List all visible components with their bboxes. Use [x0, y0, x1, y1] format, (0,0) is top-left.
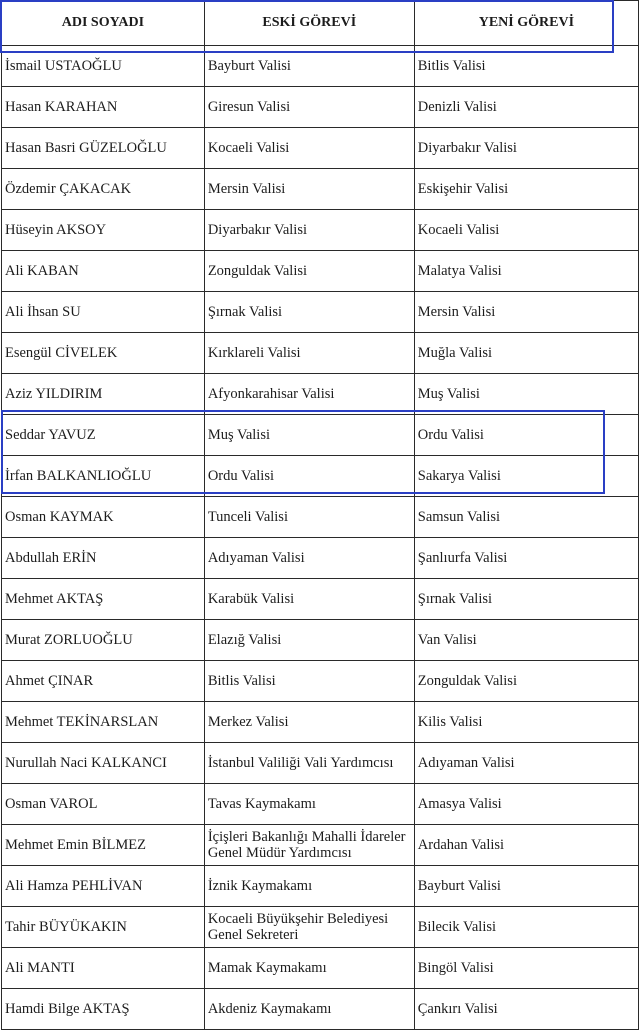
cell-name: Hasan Basri GÜZELOĞLU — [2, 128, 205, 169]
cell-new-position: Amasya Valisi — [414, 784, 638, 825]
cell-new-position: Eskişehir Valisi — [414, 169, 638, 210]
table-row — [2, 374, 639, 415]
cell-name: Ali İhsan SU — [2, 292, 205, 333]
table-row — [2, 128, 639, 169]
cell-name: Seddar YAVUZ — [2, 415, 205, 456]
cell-old-position: Kocaeli Büyükşehir Belediyesi Genel Sekreteri — [204, 907, 414, 948]
cell-old-position: Kırklareli Valisi — [204, 333, 414, 374]
cell-old-position: Akdeniz Kaymakamı — [204, 989, 414, 1030]
cell-new-position: Muğla Valisi — [414, 333, 638, 374]
cell-name: Hasan KARAHAN — [2, 87, 205, 128]
table-row — [2, 866, 639, 907]
cell-name: Mehmet AKTAŞ — [2, 579, 205, 620]
cell-name: Ahmet ÇINAR — [2, 661, 205, 702]
cell-old-position: Elazığ Valisi — [204, 620, 414, 661]
cell-name: Osman KAYMAK — [2, 497, 205, 538]
cell-name: Mehmet TEKİNARSLAN — [2, 702, 205, 743]
cell-name: İrfan BALKANLIOĞLU — [2, 456, 205, 497]
cell-old-position: Mamak Kaymakamı — [204, 948, 414, 989]
cell-old-position: Tavas Kaymakamı — [204, 784, 414, 825]
table-row — [2, 210, 639, 251]
cell-name: Nurullah Naci KALKANCI — [2, 743, 205, 784]
table-row — [2, 784, 639, 825]
header-new-position: YENİ GÖREVİ — [414, 1, 638, 46]
table-row — [2, 538, 639, 579]
cell-new-position: Malatya Valisi — [414, 251, 638, 292]
table-row — [2, 743, 639, 784]
cell-name: Murat ZORLUOĞLU — [2, 620, 205, 661]
cell-name: Tahir BÜYÜKAKIN — [2, 907, 205, 948]
cell-new-position: Samsun Valisi — [414, 497, 638, 538]
cell-old-position: Mersin Valisi — [204, 169, 414, 210]
header-old-position: ESKİ GÖREVİ — [204, 1, 414, 46]
header-row — [2, 1, 639, 46]
header-name: ADI SOYADI — [2, 1, 205, 46]
cell-new-position: Bingöl Valisi — [414, 948, 638, 989]
table-row — [2, 825, 639, 866]
table-row — [2, 169, 639, 210]
cell-old-position: Bitlis Valisi — [204, 661, 414, 702]
cell-new-position: Mersin Valisi — [414, 292, 638, 333]
cell-new-position: Şanlıurfa Valisi — [414, 538, 638, 579]
table-row — [2, 456, 639, 497]
table-row — [2, 415, 639, 456]
cell-name: Hüseyin AKSOY — [2, 210, 205, 251]
cell-old-position: Ordu Valisi — [204, 456, 414, 497]
table-body — [2, 46, 639, 1030]
cell-old-position: Şırnak Valisi — [204, 292, 414, 333]
table-row — [2, 907, 639, 948]
cell-name: Mehmet Emin BİLMEZ — [2, 825, 205, 866]
cell-old-position: Adıyaman Valisi — [204, 538, 414, 579]
cell-new-position: Ardahan Valisi — [414, 825, 638, 866]
table-row — [2, 661, 639, 702]
cell-name: Hamdi Bilge AKTAŞ — [2, 989, 205, 1030]
table-row — [2, 579, 639, 620]
cell-name: Ali Hamza PEHLİVAN — [2, 866, 205, 907]
table-row — [2, 620, 639, 661]
cell-new-position: Sakarya Valisi — [414, 456, 638, 497]
cell-name: Osman VAROL — [2, 784, 205, 825]
cell-name: Ali MANTI — [2, 948, 205, 989]
cell-old-position: Diyarbakır Valisi — [204, 210, 414, 251]
cell-old-position: İznik Kaymakamı — [204, 866, 414, 907]
cell-new-position: Kocaeli Valisi — [414, 210, 638, 251]
cell-name: Ali KABAN — [2, 251, 205, 292]
table-row — [2, 292, 639, 333]
cell-new-position: Bitlis Valisi — [414, 46, 638, 87]
cell-old-position: Tunceli Valisi — [204, 497, 414, 538]
table-row — [2, 497, 639, 538]
table-row — [2, 948, 639, 989]
cell-name: İsmail USTAOĞLU — [2, 46, 205, 87]
cell-new-position: Ordu Valisi — [414, 415, 638, 456]
cell-new-position: Muş Valisi — [414, 374, 638, 415]
cell-old-position: Giresun Valisi — [204, 87, 414, 128]
cell-old-position: İçişleri Bakanlığı Mahalli İdareler Genel Müdür Yardımcısı — [204, 825, 414, 866]
cell-old-position: Karabük Valisi — [204, 579, 414, 620]
cell-new-position: Bilecik Valisi — [414, 907, 638, 948]
cell-old-position: Kocaeli Valisi — [204, 128, 414, 169]
cell-name: Abdullah ERİN — [2, 538, 205, 579]
cell-new-position: Şırnak Valisi — [414, 579, 638, 620]
table-row — [2, 46, 639, 87]
cell-name: Özdemir ÇAKACAK — [2, 169, 205, 210]
cell-old-position: Bayburt Valisi — [204, 46, 414, 87]
cell-old-position: Muş Valisi — [204, 415, 414, 456]
cell-new-position: Bayburt Valisi — [414, 866, 638, 907]
cell-old-position: Afyonkarahisar Valisi — [204, 374, 414, 415]
cell-name: Esengül CİVELEK — [2, 333, 205, 374]
cell-new-position: Van Valisi — [414, 620, 638, 661]
cell-new-position: Denizli Valisi — [414, 87, 638, 128]
table-row — [2, 702, 639, 743]
cell-old-position: İstanbul Valiliği Vali Yardımcısı — [204, 743, 414, 784]
cell-new-position: Kilis Valisi — [414, 702, 638, 743]
table-row — [2, 87, 639, 128]
cell-new-position: Diyarbakır Valisi — [414, 128, 638, 169]
cell-old-position: Merkez Valisi — [204, 702, 414, 743]
table-row — [2, 251, 639, 292]
cell-new-position: Çankırı Valisi — [414, 989, 638, 1030]
table-row — [2, 989, 639, 1030]
appointments-table — [1, 0, 639, 1030]
cell-new-position: Zonguldak Valisi — [414, 661, 638, 702]
cell-old-position: Zonguldak Valisi — [204, 251, 414, 292]
cell-name: Aziz YILDIRIM — [2, 374, 205, 415]
cell-new-position: Adıyaman Valisi — [414, 743, 638, 784]
table-row — [2, 333, 639, 374]
